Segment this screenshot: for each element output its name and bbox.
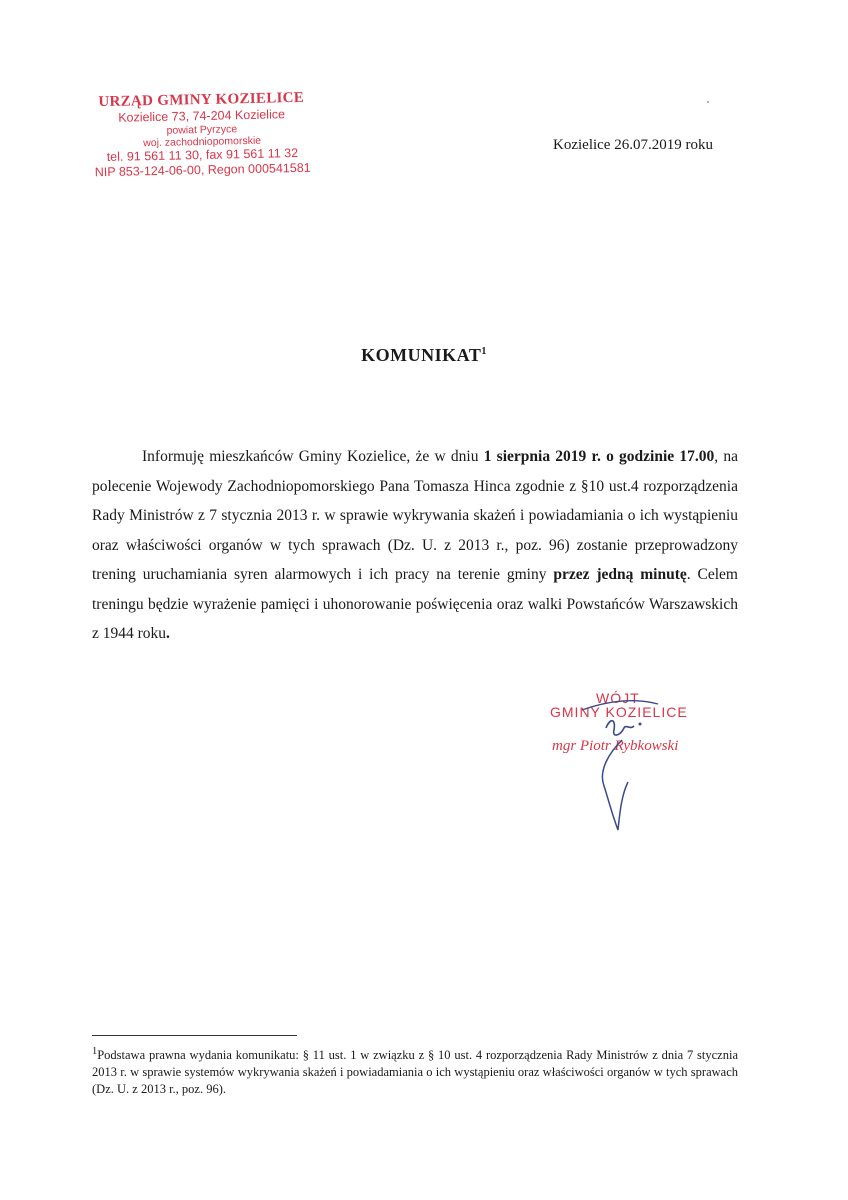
heading-text: KOMUNIKAT — [361, 345, 482, 365]
body-bold-date: 1 sierpnia 2019 r. — [483, 448, 601, 465]
stamp-voivodeship: woj. zachodniopomorskie — [143, 134, 262, 150]
stamp-address: Kozielice 73, 74-204 Kozielice — [118, 107, 286, 125]
document-date: Kozielice 26.07.2019 roku — [553, 137, 713, 153]
stamp-county: powiat Pyrzyce — [166, 123, 238, 137]
signature-block — [540, 690, 740, 840]
footnote-divider — [92, 1035, 297, 1036]
stamp-phone: tel. 91 561 11 30, fax 91 561 11 32 — [106, 145, 299, 164]
handwritten-signature — [540, 690, 740, 840]
document-heading — [0, 345, 848, 366]
footnote-mark: 1 — [92, 1046, 98, 1057]
announcement-body — [92, 442, 738, 649]
stamp-title: URZĄD GMINY KOZIELICE — [98, 89, 305, 111]
body-bold-time: o godzinie 17.00 — [606, 448, 715, 465]
body-bold-duration: przez jedną minutę — [553, 566, 687, 583]
footnote — [92, 1043, 738, 1098]
office-stamp — [91, 90, 313, 181]
signature-title-1: WÓJT — [596, 690, 640, 706]
scan-speck — [707, 101, 709, 103]
stamp-ids: NIP 853-124-06-00, Regon 000541581 — [94, 160, 311, 180]
body-bold-end: . — [166, 625, 170, 642]
signature-name: mgr Piotr Rybkowski — [552, 738, 679, 754]
signature-title-2: GMINY KOZIELICE — [550, 704, 688, 720]
announcement-paragraph — [92, 442, 738, 649]
body-text-4: . Celem treningu będzie wyrażenie pamięci i uhonorowanie poświęcenia oraz walki Powstańców Warszawskich z 1944 roku — [92, 566, 738, 642]
heading-footnote-mark: 1 — [481, 346, 487, 357]
footnote-text: Podstawa prawna wydania komunikatu: § 11 ust. 1 w związku z § 10 ust. 4 rozporządzenia Rady Ministrów z dnia 7 stycznia 2013 r. w sprawie systemów wykrywania skażeń i powiadamiania o ich wystąpieniu oraz właściwości organów w tych sprawach (Dz. U. z 2013 r., poz. 96). — [92, 1048, 738, 1097]
body-text-1: Informuję mieszkańców Gminy Kozielice, że w dniu — [142, 448, 484, 465]
body-text-3: , na polecenie Wojewody Zachodniopomorskiego Pana Tomasza Hinca zgodnie z §10 ust.4 rozporządzenia Rady Ministrów z 7 stycznia 2013 r. w sprawie wykrywania skażeń i powiadamiania o ich wystąpieniu oraz właściwości organów w tych sprawach (Dz. U. z 2013 r., poz. 96) zostanie przeprowadzony trening uruchamiania syren alarmowych i ich pracy na terenie gminy — [92, 448, 738, 583]
